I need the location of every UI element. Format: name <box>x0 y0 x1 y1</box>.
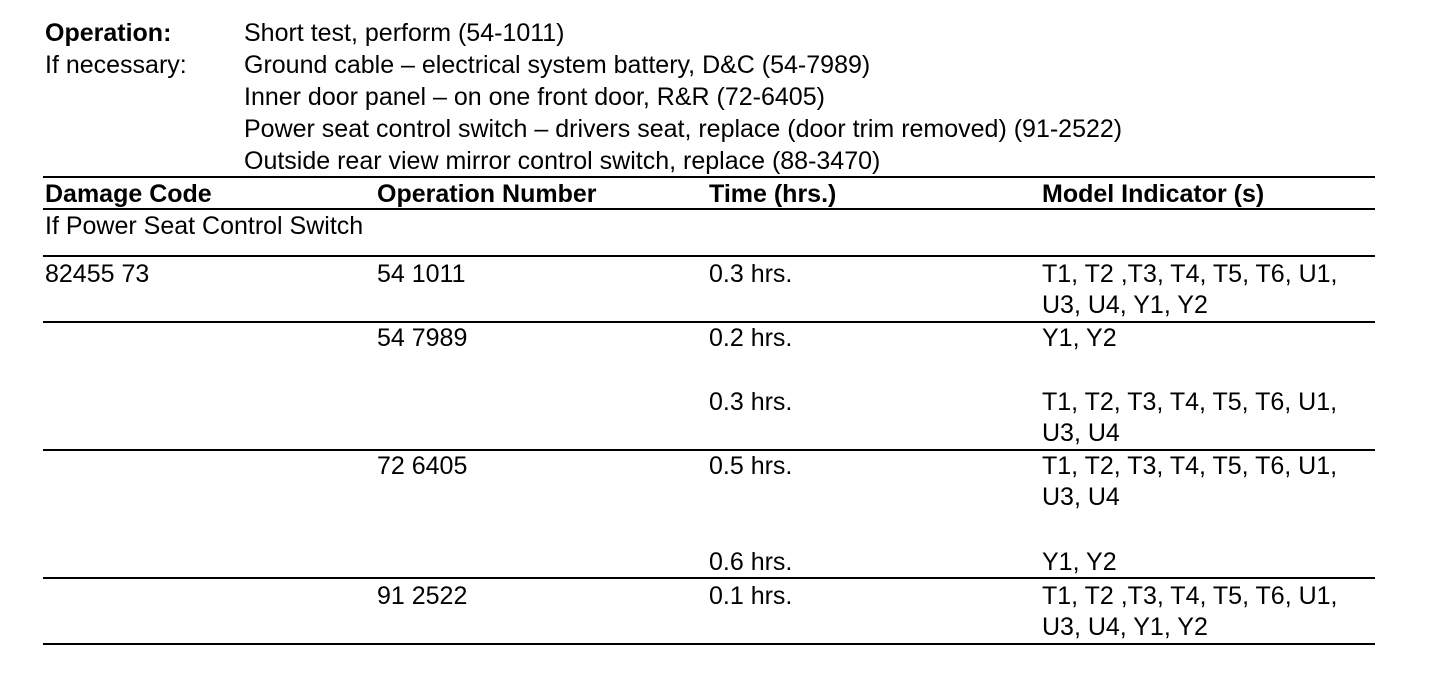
column-header-operation-number: Operation Number <box>377 180 597 208</box>
operation-number-cell: 91 2522 <box>377 582 468 610</box>
table-top-rule <box>43 176 1375 178</box>
model-indicator-cell: Y1, Y2 <box>1042 324 1117 352</box>
if-necessary-item: Inner door panel – on one front door, R&R (72-6405) <box>244 83 825 111</box>
table-bottom-rule <box>43 643 1375 645</box>
column-header-model-indicator: Model Indicator (s) <box>1042 180 1265 208</box>
time-cell: 0.1 hrs. <box>709 582 793 610</box>
model-indicator-cell: T1, T2, T3, T4, T5, T6, U1, <box>1042 452 1338 480</box>
model-indicator-cell: U3, U4, Y1, Y2 <box>1042 613 1208 641</box>
model-indicator-cell: T1, T2, T3, T4, T5, T6, U1, <box>1042 388 1338 416</box>
time-cell: 0.5 hrs. <box>709 452 793 480</box>
operation-number-cell: 54 1011 <box>377 260 466 288</box>
operation-number-cell: 72 6405 <box>377 452 468 480</box>
time-cell: 0.3 hrs. <box>709 388 793 416</box>
if-necessary-item: Outside rear view mirror control switch, replace (88-3470) <box>244 147 881 175</box>
model-indicator-cell: T1, T2 ,T3, T4, T5, T6, U1, <box>1042 582 1338 610</box>
row-rule <box>43 577 1375 579</box>
operation-value: Short test, perform (54-1011) <box>244 19 565 47</box>
section-rule <box>43 255 1375 257</box>
time-cell: 0.6 hrs. <box>709 548 793 576</box>
operation-label: Operation: <box>45 19 172 47</box>
if-necessary-item: Power seat control switch – drivers seat, replace (door trim removed) (91-2522) <box>244 115 1123 143</box>
if-necessary-label: If necessary: <box>45 51 187 79</box>
if-necessary-item: Ground cable – electrical system battery, D&C (54-7989) <box>244 51 871 79</box>
time-cell: 0.2 hrs. <box>709 324 793 352</box>
damage-code-cell: 82455 73 <box>45 260 150 288</box>
model-indicator-cell: Y1, Y2 <box>1042 548 1117 576</box>
operation-number-cell: 54 7989 <box>377 324 468 352</box>
section-title: If Power Seat Control Switch <box>45 212 364 240</box>
model-indicator-cell: U3, U4, Y1, Y2 <box>1042 291 1208 319</box>
model-indicator-cell: T1, T2 ,T3, T4, T5, T6, U1, <box>1042 260 1338 288</box>
model-indicator-cell: U3, U4 <box>1042 483 1120 511</box>
time-cell: 0.3 hrs. <box>709 260 793 288</box>
column-header-damage-code: Damage Code <box>45 180 212 208</box>
column-header-time: Time (hrs.) <box>709 180 837 208</box>
model-indicator-cell: U3, U4 <box>1042 419 1120 447</box>
